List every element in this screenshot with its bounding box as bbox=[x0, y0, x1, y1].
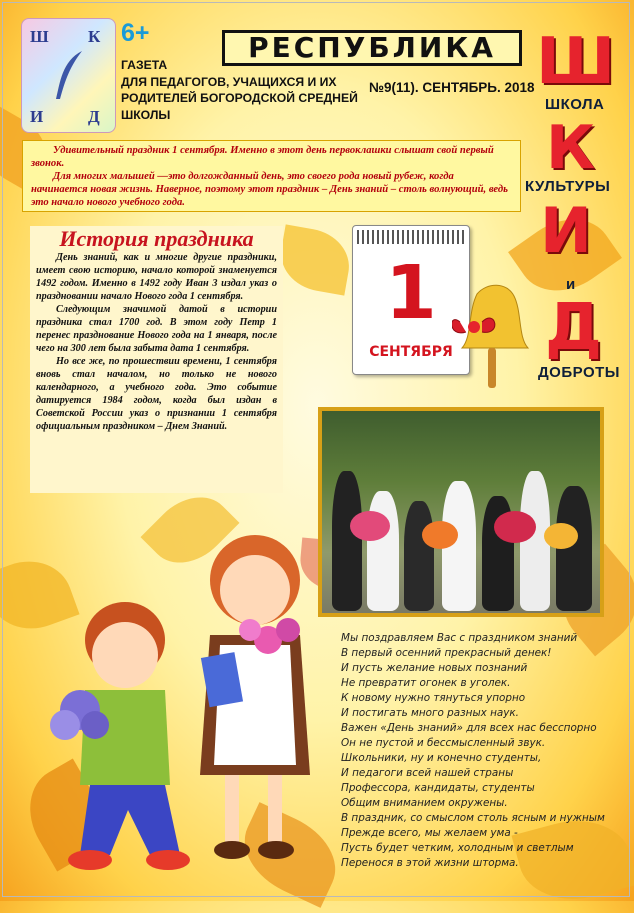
brand-letter-sh: Ш bbox=[536, 25, 616, 99]
school-logo bbox=[21, 18, 116, 133]
intro-box bbox=[22, 140, 521, 212]
brand-letter-i: И bbox=[540, 194, 592, 267]
brand-word-culture: КУЛЬТУРЫ bbox=[525, 178, 611, 195]
poem-line: Профессора, кандидаты, студенты bbox=[341, 782, 535, 794]
history-article bbox=[30, 226, 283, 493]
poem-line: Прежде всего, мы желаем ума - bbox=[341, 827, 518, 839]
age-rating: 6+ bbox=[121, 19, 150, 47]
logo-letter: И bbox=[30, 107, 44, 126]
brand-letter-d: Д bbox=[545, 291, 602, 365]
logo-letter: К bbox=[88, 27, 101, 46]
children-illustration bbox=[40, 525, 340, 900]
issue-number: №9(11). СЕНТЯБРЬ. 2018 bbox=[369, 80, 535, 95]
quill-icon bbox=[52, 49, 88, 101]
brand-word-school: ШКОЛА bbox=[545, 96, 605, 113]
calendar-month: СЕНТЯБРЯ bbox=[369, 344, 453, 360]
newspaper-subtitle bbox=[121, 57, 366, 123]
poem-line: Пусть будет четким, холодным и светлым bbox=[341, 842, 574, 854]
history-paragraph: Следующим значимой датой в истории праздника стал 1700 год. В этом году Петр 1 перенес празднование Нового года на 1 января, после чего на 300 лет была забыта дата 1 сентября. bbox=[36, 304, 277, 354]
poem-line: К новому нужно тянуться упорно bbox=[341, 692, 526, 704]
poem-line: Он не пустой и бессмысленный звук. bbox=[341, 737, 546, 749]
brand-letter-k: К bbox=[546, 113, 596, 183]
subtitle-line: ДЛЯ ПЕДАГОГОВ, УЧАЩИХСЯ И ИХ bbox=[121, 74, 337, 89]
poem-line: В праздник, со смыслом столь ясным и нужным bbox=[341, 812, 605, 824]
history-title: История праздника bbox=[59, 226, 254, 251]
poem-line: Не превратит огонек в уголек. bbox=[341, 677, 511, 689]
logo-letter: Д bbox=[88, 107, 100, 126]
school-bell-icon bbox=[452, 282, 532, 392]
poem-line: И педагоги всей нашей страны bbox=[341, 767, 514, 779]
intro-paragraph: Удивительный праздник 1 сентября. Именно в этот день первоклашки слышат свой первый звонок. bbox=[31, 145, 494, 169]
logo-letter: Ш bbox=[30, 27, 49, 46]
brand-word-kindness: ДОБРОТЫ bbox=[538, 364, 620, 381]
poem-line: Перенося в этой жизни шторма. bbox=[341, 857, 519, 869]
history-paragraph: Но все же, по прошествии времени, 1 сентября вновь стал началом, но только не нового календарного, а учебного года. Это событие датируется 1984 годом, когда был издан в Советской России указ о признании 1 сентября официальным праздником – Днем Знаний. bbox=[36, 356, 277, 432]
first-day-photo bbox=[318, 407, 604, 617]
calendar-rings bbox=[357, 230, 465, 244]
poem-line: В первый осенний прекрасный денек! bbox=[341, 647, 552, 659]
poem-line: И постигать много разных наук. bbox=[341, 707, 519, 719]
brand-word-and: и bbox=[566, 276, 576, 293]
calendar-day: 1 bbox=[385, 250, 437, 336]
poem-line: Мы поздравляем Вас с праздником знаний bbox=[341, 632, 578, 644]
poem-line: Важен «День знаний» для всех нас бесспорно bbox=[341, 722, 597, 734]
poem-line: И пусть желание новых познаний bbox=[341, 662, 528, 674]
subtitle-line: ШКОЛЫ bbox=[121, 107, 171, 122]
poem-line: Школьники, ну и конечно студенты, bbox=[341, 752, 542, 764]
history-paragraph: День знаний, как и многие другие праздники, имеет свою историю, начало которой знаменуется 1492 годом. Именно в 1492 году Иван 3 издал указ о праздновании начало Нового года 1 сентября. bbox=[36, 252, 277, 302]
subtitle-line: ГАЗЕТА bbox=[121, 58, 168, 72]
subtitle-line: РОДИТЕЛЕЙ БОГОРОДСКОЙ СРЕДНЕЙ bbox=[121, 91, 358, 105]
poem-block bbox=[341, 631, 621, 871]
masthead-title: РЕСПУБЛИКА bbox=[222, 30, 522, 66]
intro-paragraph: Для многих малышей —это долгожданный день, это своего рода новый рубеж, когда начинается новая жизнь. Наверное, поэтому этот праздник – День знаний – столь волнующий, ведь это начало нового учебного года. bbox=[31, 171, 508, 208]
poem-line: Общим вниманием окружены. bbox=[341, 797, 508, 809]
